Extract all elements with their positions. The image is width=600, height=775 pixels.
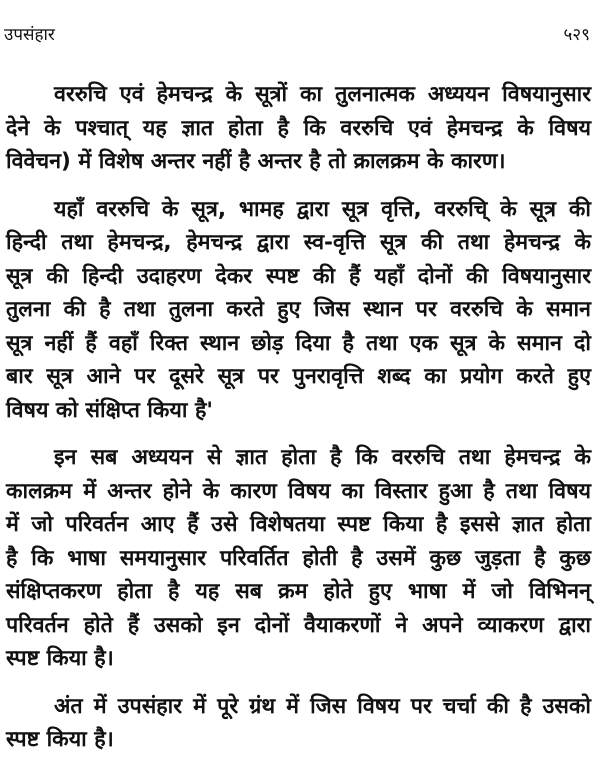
text-line: है कि भाषा समयानुसार परिवर्तित होती है उसमें कुछ जुड़ता है कुछ	[6, 545, 591, 571]
chapter-title: उपसंहार	[4, 24, 55, 45]
paragraph-1	[6, 78, 591, 179]
text-line: स्पष्ट किया है।	[6, 646, 114, 671]
text-line: हिन्दी तथा हेमचन्द्र, हेमचन्द्र द्वारा स्व-वृत्ति सूत्र की तथा हेमचन्द्र के	[6, 230, 591, 255]
text-line: संक्षिप्तकरण होता है यह सब क्रम होते हुए भाषा में जो विभिनन्	[6, 579, 591, 604]
running-head	[4, 20, 590, 46]
paragraph-gap	[6, 427, 591, 441]
paragraph-4	[6, 690, 591, 757]
text-line: विषय को संक्षिप्त किया है'	[6, 397, 213, 423]
body-text	[6, 78, 591, 757]
paragraph-gap	[6, 676, 591, 690]
text-line: सूत्र की हिन्दी उदाहरण देकर स्पष्ट की हैं यहाँ दोनों की विषयानुसार	[6, 263, 591, 289]
text-line: बार सूत्र आने पर दूसरे सूत्र पर पुनरावृत्ति शब्द का प्रयोग करते हुए	[6, 364, 591, 389]
text-line: अंत में उपसंहार में पूरे ग्रंथ में जिस विषय पर चर्चा की है उसको	[54, 693, 591, 719]
text-line: स्पष्ट किया है।	[6, 727, 114, 752]
text-line: तुलना की है तथा तुलना करते हुए जिस स्थान पर वररुचि के समान	[6, 297, 591, 322]
page-number: ५२९	[563, 24, 590, 45]
paragraph-gap	[6, 179, 591, 193]
text-line: विवेचन) में विशेष अन्तर नहीं है अन्तर है तो क्रालक्रम के कारण।	[6, 149, 506, 174]
text-line: कालक्रम में अन्तर होने के कारण विषय का विस्तार हुआ है तथा विषय	[6, 478, 591, 504]
text-line: वररुचि एवं हेमचन्द्र के सूत्रों का तुलनात्मक अध्ययन विषयानुसार	[54, 82, 591, 107]
paragraph-2	[6, 193, 591, 428]
text-line: परिवर्तन होते हैं उसको इन दोनों वैयाकरणों ने अपने व्याकरण द्वारा	[6, 612, 591, 638]
paragraph-3	[6, 441, 591, 676]
text-line: यहाँ वररुचि के सूत्र, भामह द्वारा सूत्र वृत्ति, वररुचि् के सूत्र की	[54, 196, 591, 222]
text-line: देने के पश्चात् यह ज्ञात होता है कि वररुचि एवं हेमचन्द्र के विषय	[6, 115, 591, 141]
text-line: सूत्र नहीं हैं वहाँ रिक्त स्थान छोड़ दिया है तथा एक सूत्र के समान दो	[6, 330, 591, 356]
text-line: में जो परिवर्तन आए हैं उसे विशेषतया स्पष्ट किया है इससे ज्ञात होता	[6, 512, 591, 537]
text-line: इन सब अध्ययन से ज्ञात होता है कि वररुचि तथा हेमचन्द्र के	[54, 445, 591, 470]
